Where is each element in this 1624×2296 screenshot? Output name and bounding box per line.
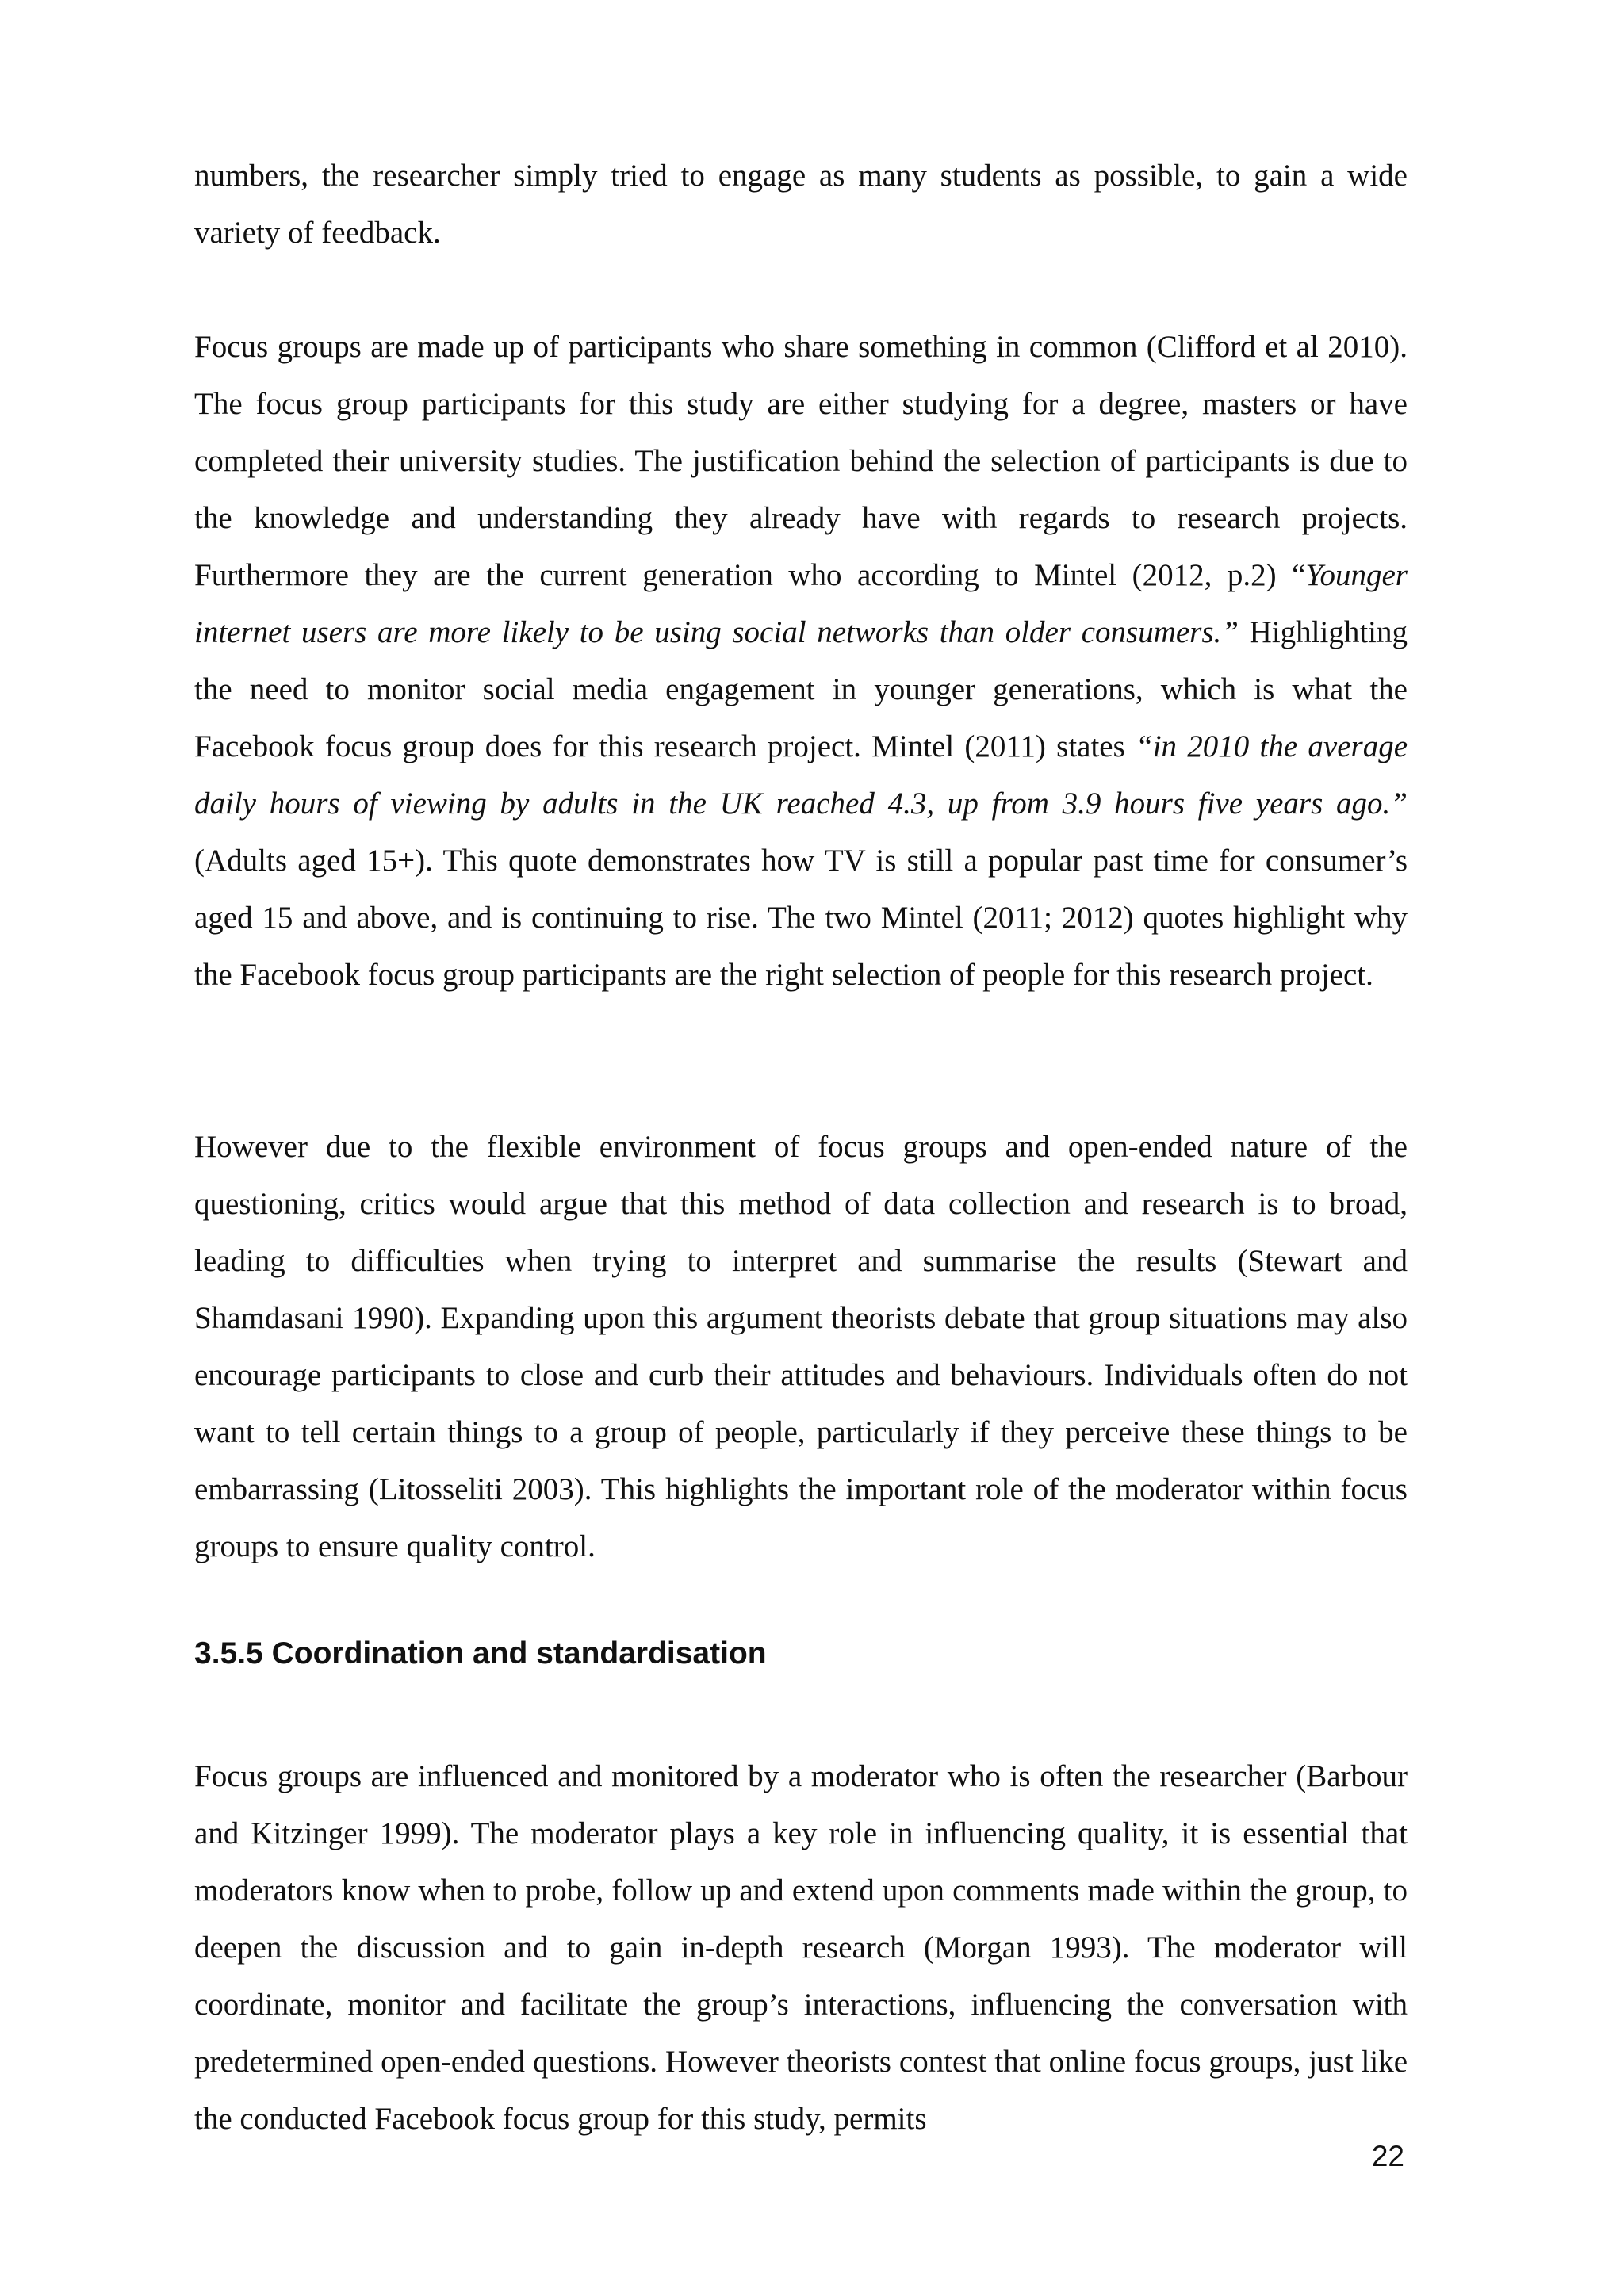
paragraph-moderator: Focus groups are influenced and monitored by a moderator who is often the researcher (Barbour and Kitzinger 1999). The moderator plays a key role in influencing quality, it is essential that moderators know when to probe, follow up and extend upon comments made within the group, to deepen the discussion and to gain in-depth research (Morgan 1993). The moderator will coordinate, monitor and facilitate the group’s interactions, influencing the conversation with predetermined open-ended questions. However theorists contest that online focus groups, just like the conducted Facebook focus group for this study, permits: [194, 1759, 1408, 2136]
paragraph-participants: [194, 319, 1408, 1004]
paragraph-criticism: However due to the flexible environment of focus groups and open-ended nature of the questioning, critics would argue that this method of data collection and research is to broad, leading to difficulties when trying to interpret and summarise the results (Stewart and Shamdasani 1990). Expanding upon this argument theorists debate that group situations may also encourage participants to close and curb their attitudes and behaviours. Individuals often do not want to tell certain things to a group of people, particularly if they perceive these things to be embarrassing (Litosseliti 2003). This highlights the important role of the moderator within focus groups to ensure quality control.: [194, 1130, 1408, 1563]
section-heading: 3.5.5 Coordination and standardisation: [194, 1636, 767, 1670]
paragraph-text: Highlighting the need to monitor social media engagement in younger generations, which is what the Facebook focus group does for this research project. Mintel (2011) states: [194, 615, 1408, 763]
paragraph-continuation: numbers, the researcher simply tried to engage as many students as possible, to gain a wide variety of feedback.: [194, 159, 1408, 250]
paragraph-text: Focus groups are made up of participants who share something in common (Clifford et al 2010). The focus group participants for this study are either studying for a degree, masters or have completed their university studies. The justification behind the selection of participants is due to the knowledge and understanding they already have with regards to research projects. Furthermore they are the current generation who according to Mintel (2012, p.2) “: [194, 330, 1408, 592]
mintel-2012-quote: Younger internet users are more likely to be using social networks than older consumers.”: [194, 558, 1408, 649]
mintel-2011-quote: “in 2010 the average daily hours of viewing by adults in the UK reached 4.3, up from 3.9 hours five years ago.”: [194, 729, 1408, 821]
paragraph-text: (Adults aged 15+). This quote demonstrates how TV is still a popular past time for consumer’s aged 15 and above, and is continuing to rise. The two Mintel (2011; 2012) quotes highlight why the Facebook focus group participants are the right selection of people for this research project.: [194, 844, 1408, 992]
page-number: 22: [1371, 2140, 1404, 2172]
